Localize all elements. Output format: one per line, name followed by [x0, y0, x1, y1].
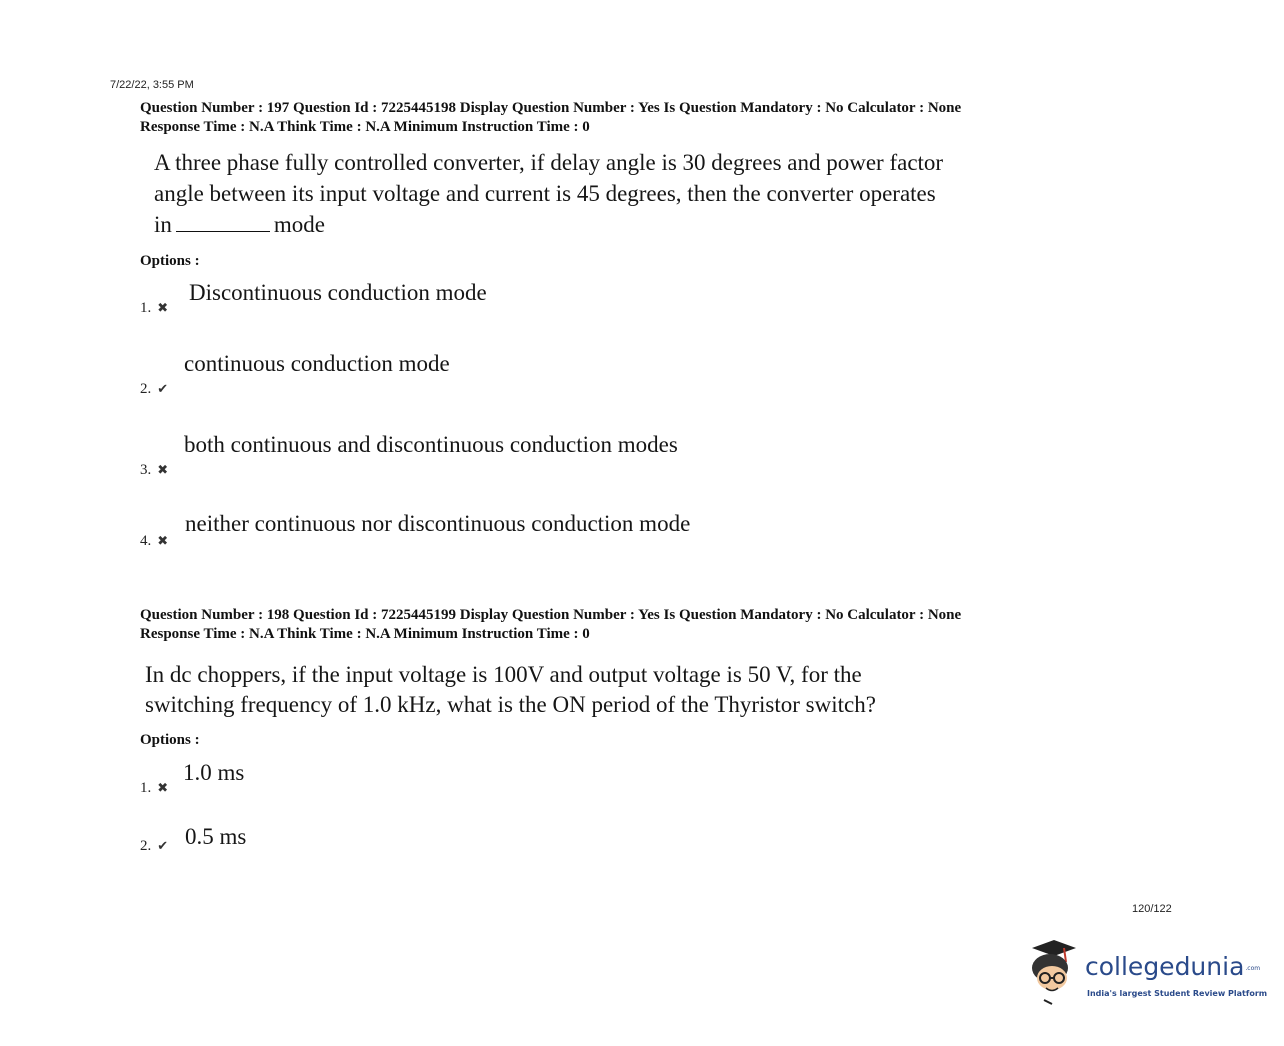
- option-number: 2. ✔: [140, 838, 169, 854]
- question-text-line3: [154, 209, 325, 240]
- question-text-line1: A three phase fully controlled converter, if delay angle is 30 degrees and power factor: [154, 150, 944, 175]
- option-number: 2. ✔: [140, 381, 169, 397]
- option-text: both continuous and discontinuous conduction modes: [184, 432, 678, 457]
- answer-blank: [176, 230, 270, 232]
- options-label: Options :: [140, 253, 200, 269]
- option-text: 0.5 ms: [185, 824, 247, 849]
- cross-icon: ✖: [157, 300, 169, 315]
- option-number: 1. ✖: [140, 300, 169, 316]
- question-text-line2: switching frequency of 1.0 kHz, what is the ON period of the Thyristor switch?: [145, 692, 876, 717]
- cross-icon: ✖: [157, 462, 169, 477]
- brand-suffix: .com: [1245, 964, 1261, 972]
- cross-icon: ✖: [157, 780, 169, 795]
- option-number: 4. ✖: [140, 533, 169, 549]
- brand-tagline: India's largest Student Review Platform: [1087, 989, 1268, 998]
- question-text-line1: In dc choppers, if the input voltage is 100V and output voltage is 50 V, for the: [145, 662, 862, 687]
- option-number: 1. ✖: [140, 780, 169, 796]
- brand-name: collegedunia.com: [1085, 952, 1261, 981]
- mascot-logo-icon: [1024, 938, 1084, 1006]
- cross-icon: ✖: [157, 533, 169, 548]
- check-icon: ✔: [157, 381, 169, 396]
- question-text-line2: angle between its input voltage and current is 45 degrees, then the converter operates: [154, 181, 936, 206]
- question-text-in: in: [154, 212, 172, 237]
- question-meta-line1: Question Number : 198 Question Id : 7225445199 Display Question Number : Yes Is Question Mandatory : No Calculator : None: [140, 607, 962, 623]
- option-text: continuous conduction mode: [184, 351, 450, 376]
- check-icon: ✔: [157, 838, 169, 853]
- print-timestamp: 7/22/22, 3:55 PM: [110, 79, 194, 91]
- option-text: Discontinuous conduction mode: [189, 280, 487, 305]
- question-meta-line2: Response Time : N.A Think Time : N.A Minimum Instruction Time : 0: [140, 626, 590, 642]
- option-text: neither continuous nor discontinuous conduction mode: [185, 511, 691, 536]
- options-label: Options :: [140, 732, 200, 748]
- page-number: 120/122: [1132, 903, 1172, 915]
- option-number: 3. ✖: [140, 462, 169, 478]
- question-meta-line1: Question Number : 197 Question Id : 7225445198 Display Question Number : Yes Is Question Mandatory : No Calculator : None: [140, 100, 962, 116]
- question-text-mode: mode: [273, 212, 325, 237]
- question-meta-line2: Response Time : N.A Think Time : N.A Minimum Instruction Time : 0: [140, 119, 590, 135]
- option-text: 1.0 ms: [183, 760, 245, 785]
